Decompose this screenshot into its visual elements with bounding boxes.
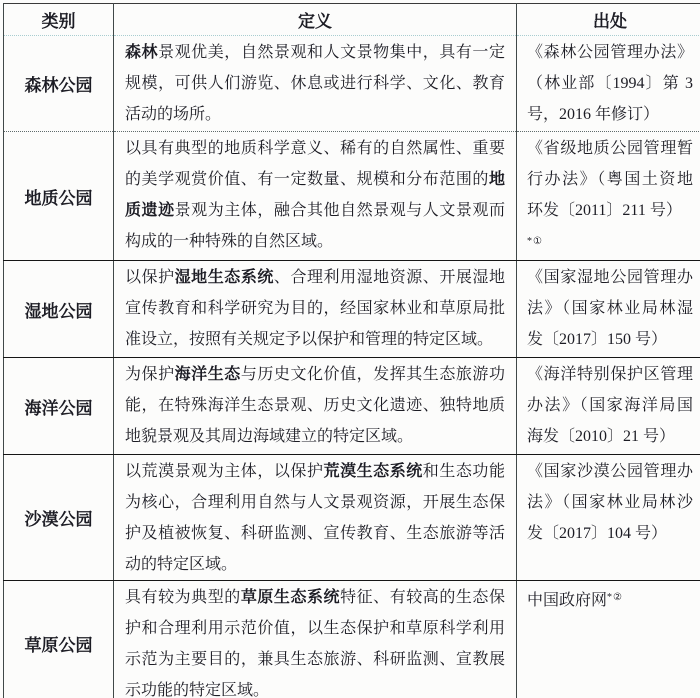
source-cell	[517, 581, 700, 698]
text-segment: 具有较为典型的	[125, 589, 241, 606]
header-category: 类别	[4, 4, 114, 36]
text-segment: 以具有典型的地质科学意义、稀有的自然属性、重要的美学观赏价值、有一定数量、规模和分布范围的	[125, 140, 505, 188]
category-cell: 森林公园	[4, 36, 114, 132]
table-row	[4, 581, 700, 698]
text-segment: 、合理利用湿地资源、开展湿地宣传教育和科学研究为目的，经国家林业和草原局批准设立，按照有关规定予以保护和管理的特定区域。	[125, 269, 505, 348]
category-cell: 草原公园	[4, 581, 114, 698]
table-row	[4, 455, 700, 581]
emphasis-text: 荒漠生态系统	[323, 463, 423, 480]
definition-cell	[114, 455, 517, 581]
table-row	[4, 36, 700, 132]
park-category-table	[3, 3, 700, 698]
source-cell	[517, 36, 700, 132]
table-row	[4, 358, 700, 455]
text-segment: 《国家沙漠公园管理办法》（国家林业局林沙发〔2017〕104 号）	[527, 463, 693, 542]
emphasis-text: 地质遗迹	[125, 171, 505, 219]
text-segment: 景观为主体，融合其他自然景观与人文景观而构成的一种特殊的自然区域。	[125, 202, 505, 250]
footnote-marker: *①	[527, 236, 543, 247]
text-segment: 和生态功能为核心，合理利用自然与人文景观资源，开展生态保护及植被恢复、科研监测、宣传教育、生态旅游等活动的特定区域。	[125, 463, 505, 573]
text-segment: 中国政府网	[527, 592, 608, 609]
text-segment: 《森林公园管理办法》（林业部〔1994〕第 3 号，2016 年修订）	[527, 44, 693, 123]
header-source: 出处	[517, 4, 700, 36]
source-cell	[517, 358, 700, 455]
header-definition: 定义	[114, 4, 517, 36]
definition-cell	[114, 36, 517, 132]
text-segment: 特征、有较高的生态保护和合理利用示范价值，以生态保护和草原科学利用示范为主要目的，兼具生态旅游、科研监测、宣教展示功能的特定区域。	[125, 589, 505, 698]
category-cell: 沙漠公园	[4, 455, 114, 581]
emphasis-text: 湿地生态系统	[174, 269, 274, 286]
category-cell: 湿地公园	[4, 261, 114, 358]
table-body	[4, 36, 700, 698]
table-header	[4, 4, 700, 36]
definition-cell	[114, 581, 517, 698]
text-segment: 《省级地质公园管理暂行办法》（粤国土资地环发〔2011〕211 号）	[527, 140, 693, 219]
definition-cell	[114, 261, 517, 358]
emphasis-text: 森林	[125, 44, 159, 61]
text-segment: 《海洋特别保护区管理办法》（国家海洋局国海发〔2010〕21 号）	[527, 366, 693, 445]
table-row	[4, 261, 700, 358]
text-segment: 为保护	[125, 366, 175, 383]
source-cell	[517, 261, 700, 358]
text-segment: 景观优美，自然景观和人文景物集中，具有一定规模，可供人们游览、休息或进行科学、文化、教育活动的场所。	[125, 44, 505, 123]
text-segment: 以保护	[125, 269, 175, 286]
table-row	[4, 132, 700, 261]
text-segment: 《国家湿地公园管理办法》（国家林业局林湿发〔2017〕150 号）	[527, 269, 693, 348]
text-segment: 与历史文化价值，发挥其生态旅游功能，在特殊海洋生态景观、历史文化遗迹、独特地质地貌景观及其周边海域建立的特定区域。	[125, 366, 505, 445]
definition-cell	[114, 358, 517, 455]
source-cell	[517, 132, 700, 261]
footnote-marker: *②	[607, 592, 623, 603]
emphasis-text: 草原生态系统	[240, 589, 341, 606]
text-segment: 以荒漠景观为主体，以保护	[125, 463, 324, 480]
emphasis-text: 海洋生态	[174, 366, 241, 383]
header-row	[4, 4, 700, 36]
category-cell: 地质公园	[4, 132, 114, 261]
definition-cell	[114, 132, 517, 261]
category-cell: 海洋公园	[4, 358, 114, 455]
source-cell	[517, 455, 700, 581]
